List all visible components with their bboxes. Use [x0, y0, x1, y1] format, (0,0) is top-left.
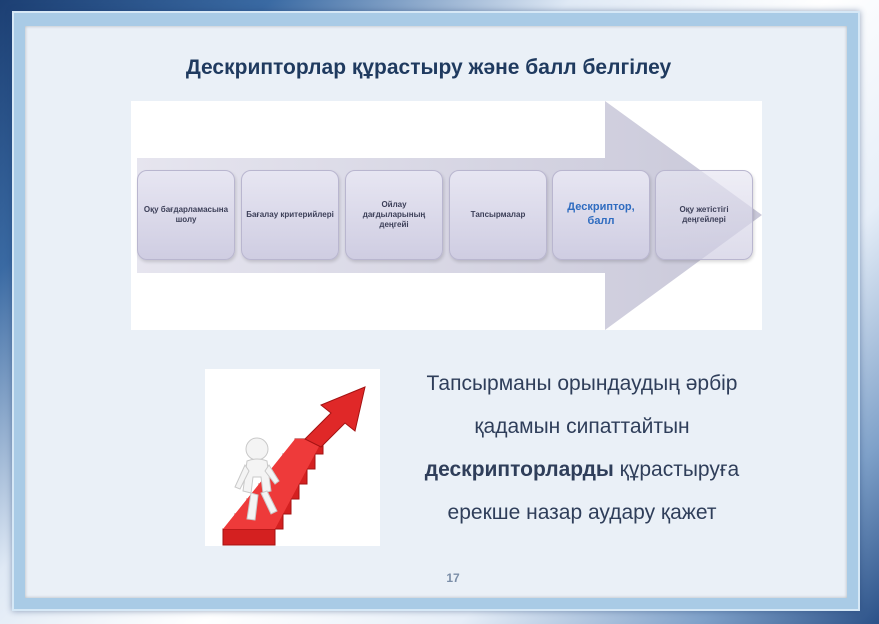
body-line-3 — [392, 448, 772, 491]
step-tasks: Тапсырмалар — [449, 170, 547, 260]
stairs-illustration — [205, 369, 380, 546]
step-descriptor-score: Дескриптор, балл — [552, 170, 650, 260]
stairs-with-arrow-person-icon — [205, 369, 380, 546]
step-thinking-skills: Ойлау дағдыларының деңгейі — [345, 170, 443, 260]
body-text — [392, 362, 772, 534]
step-assessment-criteria: Бағалау критерийлері — [241, 170, 339, 260]
body-line-4: ерекше назар аудару қажет — [447, 501, 717, 524]
step-curriculum-review: Оқу бағдарламасына шолу — [137, 170, 235, 260]
slide-title: Дескрипторлар құрастыру және балл белгілеу — [185, 56, 672, 79]
body-line-2: қадамын сипаттайтын — [474, 415, 690, 438]
body-line-1: Тапсырманы орындаудың әрбір — [426, 372, 738, 395]
step-achievement-levels: Оқу жетістігі деңгейлері — [655, 170, 753, 260]
body-line-3-rest: құрастыруға — [613, 458, 740, 481]
page-number: 17 — [446, 571, 460, 585]
process-diagram — [131, 101, 762, 330]
body-bold-word: дескрипторларды — [424, 458, 614, 481]
